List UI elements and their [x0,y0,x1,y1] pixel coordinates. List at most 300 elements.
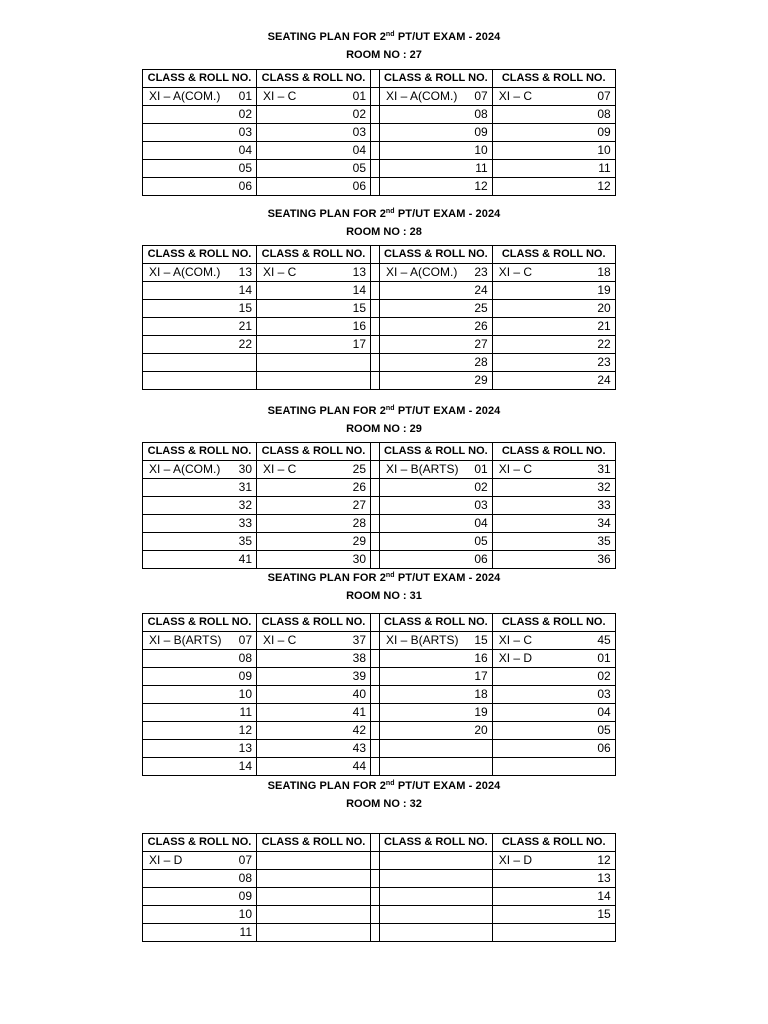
spacer-cell [371,70,380,88]
table-row [143,160,616,178]
roll-number: 16 [474,651,488,665]
seat-cell [257,318,371,336]
roll-number: 32 [238,498,252,512]
class-label [261,740,263,757]
seat-cell [492,668,615,686]
table-row [143,888,616,906]
table-row [143,632,616,650]
class-label [384,372,386,389]
class-label: XI – C [263,633,297,647]
roll-number: 35 [597,534,611,548]
spacer-cell [371,497,380,515]
roll-number: 19 [597,283,611,297]
roll-number: 02 [352,107,366,121]
spacer-cell [371,88,380,106]
roll-number: 14 [352,283,366,297]
seat-cell [143,906,257,924]
seat-cell [492,650,615,668]
seat-cell [257,852,371,870]
table-header-row [143,246,616,264]
spacer-cell [371,668,380,686]
class-label [384,142,386,159]
title-suffix: PT/UT EXAM - 2024 [394,572,501,584]
spacer-cell [371,852,380,870]
roll-number: 15 [238,301,252,315]
roll-number: 07 [597,89,611,103]
roll-number: 06 [238,179,252,193]
seat-cell [380,515,493,533]
seat-cell [143,888,257,906]
seating-plan-title [0,30,768,44]
class-label [147,124,149,141]
seat-cell [143,142,257,160]
seat-cell [257,888,371,906]
spacer-cell [371,300,380,318]
class-label [384,533,386,550]
roll-number: 08 [238,871,252,885]
class-label: XI – A(COM.) [149,462,221,476]
roll-number: 21 [597,319,611,333]
class-label: XI – C [498,265,533,279]
roll-number: 26 [352,480,366,494]
seat-cell [143,300,257,318]
roll-number: 30 [352,552,366,566]
roll-number: 02 [238,107,252,121]
class-label: XI – C [263,462,297,476]
seat-cell [380,632,493,650]
title-prefix: SEATING PLAN FOR 2 [267,780,386,792]
table-row [143,300,616,318]
roll-number: 11 [239,705,252,719]
seat-cell [380,160,493,178]
seat-cell [143,354,257,372]
class-label [261,178,263,195]
roll-number: 02 [597,669,611,683]
seating-plan-title [0,207,768,221]
class-label [497,160,499,177]
roll-number: 29 [474,373,488,387]
class-label [147,870,149,887]
spacer-cell [371,282,380,300]
class-label [261,650,263,667]
seat-cell [257,142,371,160]
class-label [147,282,149,299]
roll-number: 03 [597,687,611,701]
column-header: CLASS & ROLL NO. [492,834,615,852]
class-label: XI – D [498,651,533,665]
class-label [384,515,386,532]
column-header: CLASS & ROLL NO. [257,834,371,852]
seat-cell [257,88,371,106]
spacer-cell [371,758,380,776]
roll-number: 31 [597,462,611,476]
table-row [143,497,616,515]
seat-cell [380,533,493,551]
table-row [143,852,616,870]
roll-number: 18 [597,265,611,279]
seat-cell [380,372,493,390]
seat-cell [492,906,615,924]
class-label [497,497,499,514]
seat-cell [380,668,493,686]
seat-cell [143,372,257,390]
roll-number: 12 [597,853,611,867]
class-label [147,533,149,550]
title-superscript: nd [385,780,395,787]
seat-cell [492,300,615,318]
spacer-cell [371,650,380,668]
class-label: XI – B(ARTS) [386,462,459,476]
class-label [497,533,499,550]
class-label [147,497,149,514]
roll-number: 27 [352,498,366,512]
roll-number: 14 [238,759,252,773]
roll-number: 14 [597,889,611,903]
column-header: CLASS & ROLL NO. [257,614,371,632]
seat-cell [492,354,615,372]
roll-number: 01 [238,89,252,103]
table-row [143,704,616,722]
title-prefix: SEATING PLAN FOR 2 [267,31,386,43]
class-label [384,336,386,353]
seat-cell [492,515,615,533]
table-row [143,668,616,686]
table-row [143,372,616,390]
column-header: CLASS & ROLL NO. [143,246,257,264]
roll-number: 05 [474,534,488,548]
roll-number: 15 [352,301,366,315]
spacer-cell [371,106,380,124]
seat-cell [380,740,493,758]
roll-number: 24 [597,373,611,387]
class-label [497,686,499,703]
seat-cell [143,722,257,740]
roll-number: 02 [474,480,488,494]
seat-cell [143,106,257,124]
seat-cell [143,650,257,668]
seat-cell [257,650,371,668]
class-label: XI – D [149,853,183,867]
table-row [143,870,616,888]
roll-number: 31 [238,480,252,494]
seat-cell [380,852,493,870]
roll-number: 06 [352,179,366,193]
spacer-cell [371,443,380,461]
class-label [384,124,386,141]
class-label: XI – A(COM.) [386,89,458,103]
seat-cell [257,282,371,300]
roll-number: 08 [474,107,488,121]
class-label [497,888,499,905]
class-label [384,704,386,721]
roll-number: 23 [597,355,611,369]
class-label [261,282,263,299]
seat-cell [143,668,257,686]
roll-number: 22 [597,337,611,351]
spacer-cell [371,160,380,178]
class-label [497,870,499,887]
table-row [143,336,616,354]
spacer-cell [371,354,380,372]
table-row [143,461,616,479]
class-label [261,142,263,159]
seating-table [142,442,616,569]
seat-cell [143,533,257,551]
seating-plan-title [0,571,768,585]
class-label [497,354,499,371]
seat-cell [257,924,371,942]
seat-cell [380,300,493,318]
seating-table [142,613,616,776]
seat-cell [380,497,493,515]
seat-cell [143,336,257,354]
roll-number: 20 [474,723,488,737]
class-label [384,650,386,667]
seat-cell [143,924,257,942]
class-label: XI – B(ARTS) [149,633,222,647]
table-row [143,354,616,372]
roll-number: 38 [352,651,366,665]
seat-cell [143,282,257,300]
roll-number: 20 [597,301,611,315]
class-label [384,668,386,685]
title-prefix: SEATING PLAN FOR 2 [267,405,386,417]
class-label [497,124,499,141]
class-label [497,300,499,317]
spacer-cell [371,479,380,497]
title-superscript: nd [385,572,395,579]
seat-cell [257,722,371,740]
spacer-cell [371,515,380,533]
class-label [261,704,263,721]
column-header: CLASS & ROLL NO. [143,443,257,461]
spacer-cell [371,372,380,390]
roll-number: 15 [474,633,488,647]
class-label: XI – C [263,265,297,279]
class-label [261,758,263,775]
seating-plan-title [0,404,768,418]
table-header-row [143,70,616,88]
class-label [497,372,499,389]
seat-cell [257,740,371,758]
seating-table [142,833,616,942]
seat-cell [257,632,371,650]
class-label [147,336,149,353]
seat-cell [257,870,371,888]
column-header: CLASS & ROLL NO. [380,614,493,632]
table-row [143,906,616,924]
roll-number: 44 [352,759,366,773]
seating-table [142,245,616,390]
seat-cell [380,318,493,336]
seat-cell [143,686,257,704]
seat-cell [492,888,615,906]
class-label [497,479,499,496]
class-label: XI – A(COM.) [149,265,221,279]
seat-cell [257,124,371,142]
seat-cell [143,704,257,722]
seating-plan-title [0,779,768,793]
roll-number: 07 [238,633,252,647]
seat-cell [492,142,615,160]
roll-number: 06 [474,552,488,566]
seat-cell [492,178,615,196]
roll-number: 09 [474,125,488,139]
seat-cell [143,497,257,515]
spacer-cell [371,722,380,740]
class-label [147,160,149,177]
room-number: ROOM NO : 31 [346,590,422,602]
roll-number: 03 [352,125,366,139]
seat-cell [257,758,371,776]
roll-number: 08 [238,651,252,665]
seat-cell [492,160,615,178]
class-label [497,178,499,195]
class-label [147,650,149,667]
seat-cell [492,318,615,336]
spacer-cell [371,632,380,650]
title-suffix: PT/UT EXAM - 2024 [394,780,501,792]
roll-number: 04 [238,143,252,157]
roll-number: 34 [597,516,611,530]
seating-table [142,69,616,196]
roll-number: 01 [597,651,611,665]
class-label [497,906,499,923]
roll-number: 11 [239,925,252,939]
roll-number: 19 [474,705,488,719]
seat-cell [257,300,371,318]
table-row [143,515,616,533]
spacer-cell [371,246,380,264]
roll-number: 35 [238,534,252,548]
class-label [147,906,149,923]
spacer-cell [371,533,380,551]
seat-cell [257,372,371,390]
seat-cell [143,870,257,888]
seat-cell [380,106,493,124]
seat-cell [380,142,493,160]
roll-number: 04 [352,143,366,157]
table-row [143,686,616,704]
roll-number: 11 [475,161,488,175]
seat-cell [380,264,493,282]
roll-number: 41 [352,705,366,719]
class-label [147,704,149,721]
class-label [261,515,263,532]
roll-number: 13 [597,871,611,885]
room-number: ROOM NO : 28 [346,226,422,238]
column-header: CLASS & ROLL NO. [492,614,615,632]
seat-cell [492,533,615,551]
roll-number: 09 [238,889,252,903]
class-label [497,722,499,739]
seat-cell [492,632,615,650]
class-label [147,924,149,941]
class-label [384,282,386,299]
class-label: XI – C [498,89,533,103]
spacer-cell [371,870,380,888]
seat-cell [380,551,493,569]
spacer-cell [371,551,380,569]
seat-cell [492,722,615,740]
roll-number: 33 [597,498,611,512]
roll-number: 16 [352,319,366,333]
class-label [384,479,386,496]
class-label [147,479,149,496]
table-row [143,722,616,740]
column-header: CLASS & ROLL NO. [257,70,371,88]
seat-cell [143,318,257,336]
roll-number: 25 [352,462,366,476]
roll-number: 13 [238,741,252,755]
roll-number: 21 [238,319,252,333]
seat-cell [143,551,257,569]
table-row [143,318,616,336]
seat-cell [143,264,257,282]
room-number: ROOM NO : 32 [346,798,422,810]
seat-cell [143,178,257,196]
seat-cell [257,668,371,686]
roll-number: 04 [597,705,611,719]
seat-cell [257,354,371,372]
seat-cell [380,924,493,942]
class-label: XI – A(COM.) [149,89,221,103]
roll-number: 10 [238,907,252,921]
seat-cell [257,515,371,533]
spacer-cell [371,740,380,758]
class-label [147,686,149,703]
seat-cell [143,740,257,758]
seat-cell [492,497,615,515]
seat-cell [380,870,493,888]
class-label [261,318,263,335]
class-label [261,533,263,550]
roll-number: 12 [238,723,252,737]
roll-number: 41 [238,552,252,566]
roll-number: 43 [352,741,366,755]
column-header: CLASS & ROLL NO. [492,443,615,461]
class-label [147,740,149,757]
column-header: CLASS & ROLL NO. [380,70,493,88]
seat-cell [257,497,371,515]
roll-number: 01 [352,89,366,103]
class-label [261,722,263,739]
class-label: XI – C [498,462,533,476]
roll-number: 10 [238,687,252,701]
class-label [497,551,499,568]
class-label [261,479,263,496]
roll-number: 07 [474,89,488,103]
seat-cell [492,336,615,354]
seat-cell [257,551,371,569]
class-label: XI – C [498,633,533,647]
table-row [143,551,616,569]
roll-number: 05 [352,161,366,175]
seat-cell [257,906,371,924]
column-header: CLASS & ROLL NO. [143,614,257,632]
class-label [497,336,499,353]
class-label [497,142,499,159]
roll-number: 42 [352,723,366,737]
class-label [497,318,499,335]
seat-cell [492,686,615,704]
seat-cell [380,722,493,740]
roll-number: 27 [474,337,488,351]
class-label: XI – B(ARTS) [386,633,459,647]
seat-cell [492,124,615,142]
table-header-row [143,834,616,852]
roll-number: 29 [352,534,366,548]
